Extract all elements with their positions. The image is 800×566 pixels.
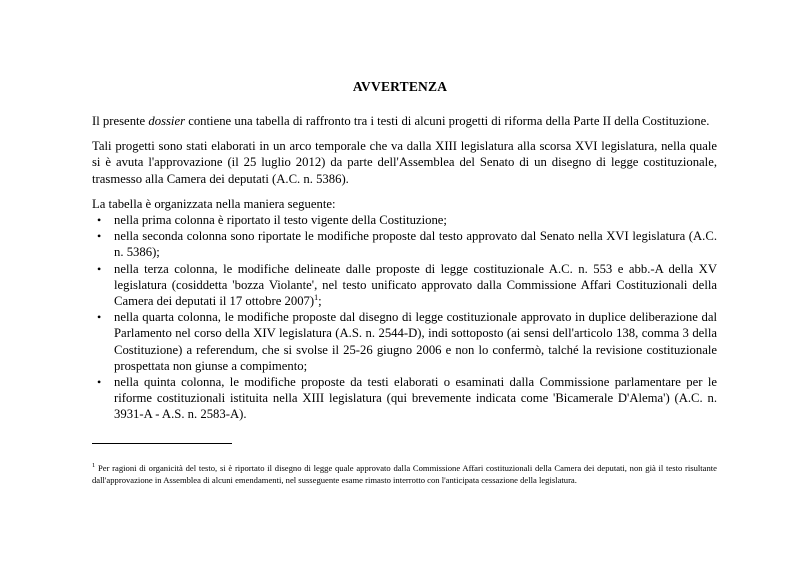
list-item xyxy=(92,228,717,260)
footnote-text: Per ragioni di organicità del testo, si è riportato il disegno di legge quale approvato dalla Commissione Affari costituzionali della Camera dei deputati, non già il testo risultante dall'approvazione in Assemblea di alcuni emendamenti, nel susseguente esame rimasto interrotto con l'anticipata cessazione della legislatura. xyxy=(92,463,717,485)
paragraph-intro-before: Il presente xyxy=(92,114,149,128)
footnote-reference[interactable]: 1 xyxy=(314,292,319,302)
page-title: AVVERTENZA xyxy=(352,79,448,94)
column-list xyxy=(92,212,717,423)
list-intro: La tabella è organizzata nella maniera seguente: xyxy=(92,196,336,211)
bullet-icon: • xyxy=(97,213,102,228)
list-item xyxy=(92,212,717,228)
bullet-icon: • xyxy=(97,261,102,276)
bullet-icon: • xyxy=(97,310,102,325)
list-item-tail: ; xyxy=(318,294,322,309)
bullet-icon: • xyxy=(97,375,102,390)
list-item-text: nella quarta colonna, le modifiche proposte dal disegno di legge costituzionale approvato in duplice deliberazione dal Parlamento nel corso della XIV legislatura (A.S. n. 2544-D), indi sottoposto (ai sensi dell'articolo 138, comma 3 della Costituzione) a referendum, che si svolse il 25-26 giugno 2006 e non lo confermò, talché la revisione costituzionale prospettata non giunse a compimento; xyxy=(114,310,717,373)
list-item xyxy=(92,374,717,423)
footnote xyxy=(92,462,717,486)
list-item xyxy=(92,309,717,374)
list-item-text: nella seconda colonna sono riportate le modifiche proposte dal testo approvato dal Senato nella XVI legislatura (A.C. n. 5386); xyxy=(114,229,717,260)
paragraph-intro-emphasis: dossier xyxy=(148,114,186,128)
paragraph-intro xyxy=(92,113,717,129)
list-item xyxy=(92,261,717,310)
paragraph-projects: Tali progetti sono stati elaborati in un arco temporale che va dalla XIII legislatura alla scorsa XVI legislatura, nella quale si è avuta l'approvazione (il 25 luglio 2012) da parte dell'Assemblea del Senato di un disegno di legge costituzionale, trasmesso alla Camera dei deputati (A.C. n. 5386). xyxy=(92,139,717,186)
bullet-icon: • xyxy=(97,229,102,244)
paragraph-intro-after: contiene una tabella di raffronto tra i testi di alcuni progetti di riforma della Parte II della Costituzione. xyxy=(185,114,710,128)
list-item-text: nella prima colonna è riportato il testo vigente della Costituzione; xyxy=(114,213,447,228)
document-body xyxy=(92,113,717,423)
list-item-text: nella quinta colonna, le modifiche proposte da testi elaborati o esaminati dalla Commissione parlamentare per le riforme costituzionali istituita nella XIII legislatura (qui brevemente indicata come 'Bicamerale D'Alema') (A.C. n. 3931-A - A.S. n. 2583-A). xyxy=(114,375,717,422)
footnote-marker: 1 xyxy=(92,462,96,470)
list-item-text: nella terza colonna, le modifiche delineate dalle proposte di legge costituzionale A.C. n. 553 e abb.-A della XV legislatura (cosiddetta 'bozza Violante', nel testo unificato approvato dalla Commissione Affari Costituzionali della Camera dei deputati il 17 ottobre 2007) xyxy=(114,261,717,309)
footnote-separator xyxy=(92,443,232,444)
